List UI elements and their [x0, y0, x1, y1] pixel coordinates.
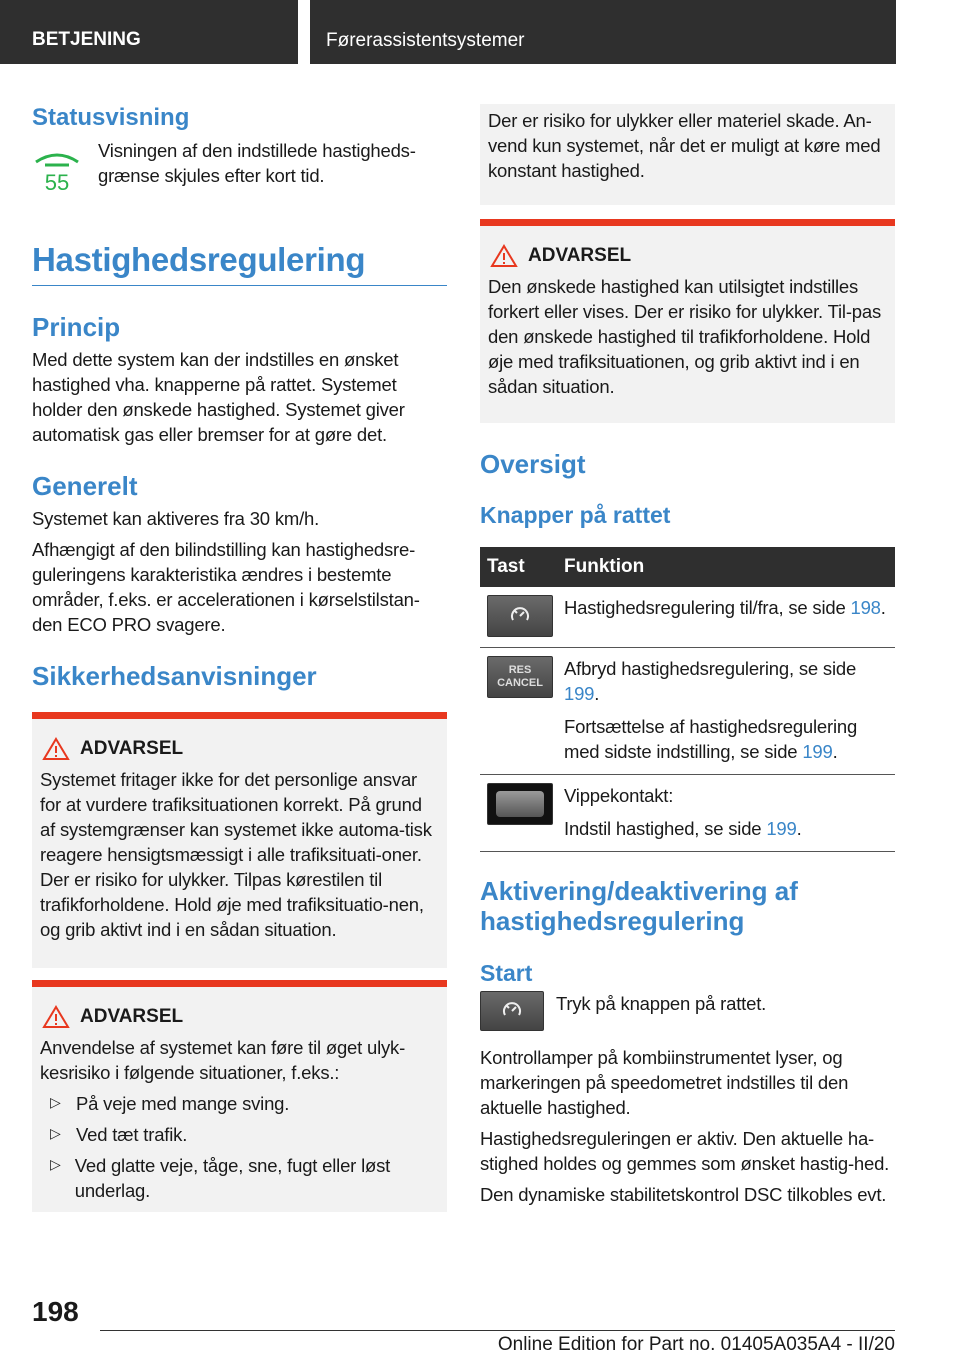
bullet-text: Ved tæt trafik.: [76, 1124, 188, 1145]
footer-rule: [100, 1330, 895, 1331]
generelt-heading: Generelt: [32, 471, 138, 501]
main-heading: Hastighedsregulering: [32, 241, 366, 278]
warning-box-3: [480, 219, 895, 423]
start-heading: Start: [480, 960, 533, 986]
chapter-title: Førerassistentsystemer: [326, 30, 525, 51]
statusvisning-text: Visningen af den indstillede hastigheds-grænse skjules efter kort tid.: [98, 140, 416, 186]
warning-title-text: ADVARSEL: [80, 1006, 184, 1027]
table-row: [480, 648, 895, 775]
page-link[interactable]: 199: [802, 741, 833, 762]
warning-text-3: Den ønskede hastighed kan utilsigtet indstilles forkert eller vises. Der er risiko for ulykker. Til-pas den ønskede hastighed til trafikforholdene. Hold øje med trafiksituationen, og grib aktivt ind i en sådan situation.: [488, 276, 882, 397]
cancel-label: CANCEL: [497, 677, 543, 689]
speed-limit-status-icon: [32, 138, 82, 201]
start-block: [480, 991, 895, 1031]
res-cancel-button-icon: [487, 656, 553, 698]
warning-title-text: ADVARSEL: [80, 738, 184, 759]
bullet-item: [40, 1122, 439, 1147]
princip-heading: Princip: [32, 312, 121, 342]
generelt-text-1: Systemet kan aktiveres fra 30 km/h.: [32, 508, 320, 529]
row3-text-2: Indstil hastighed, se side 199.: [564, 818, 802, 839]
section-label: BETJENING: [32, 29, 141, 50]
warning-title: [488, 244, 887, 268]
warning-title: [40, 737, 439, 761]
table-header-tast: Tast: [487, 556, 525, 577]
left-column: [32, 96, 447, 1212]
page-link[interactable]: 199: [564, 683, 595, 704]
bullet-text: På veje med mange sving.: [76, 1093, 290, 1114]
warning-title-text: ADVARSEL: [528, 245, 632, 266]
bullet-item: [40, 1153, 439, 1203]
warning-triangle-icon: [42, 737, 70, 761]
bullet-triangle-icon: ▷: [50, 1125, 61, 1141]
warning-box-2: [32, 980, 447, 1212]
bullet-triangle-icon: ▷: [50, 1094, 61, 1110]
status-icon-number: 55: [44, 170, 70, 195]
row1-text: Hastighedsregulering til/fra, se side 198.: [564, 597, 886, 618]
continued-text: Der er risiko for ulykker eller materiel skade. An-vend kun systemet, når det er muligt at køre med konstant hastighed.: [488, 110, 881, 181]
princip-text: Med dette system kan der indstilles en ønsket hastighed vha. knapperne på rattet. Systemet holder den ønskede hastighed. Systemet giver automatisk gas eller bremser for at gøre det.: [32, 349, 405, 445]
oversigt-heading: Oversigt: [480, 449, 586, 479]
knapper-heading: Knapper på rattet: [480, 502, 671, 528]
row3-text-1: Vippekontakt:: [564, 785, 674, 806]
warning-text-1: Systemet fritager ikke for det personlige ansvar for at vurdere trafiksituationen korrekt. På grund af systemgrænser kan systemet ikke automa-tisk reagere hensigtsmæssigt i alle trafiksituati-oner. Der er risiko for ulykker. Tilpas kørestilen til trafikforholdene. Hold øje med trafiksituatio-nen, og grib aktivt ind i en sådan situation.: [40, 769, 432, 940]
aktivering-heading: Aktivering/deaktivering af hastighedsregulering: [480, 876, 798, 936]
table-header-funktion: Funktion: [564, 556, 645, 577]
warning-box-1: [32, 712, 447, 968]
sikkerhed-heading: Sikkerhedsanvisninger: [32, 661, 317, 691]
section-tab: [0, 0, 298, 64]
bullet-item: [40, 1091, 439, 1116]
generelt-text-2: Afhængigt af den bilindstilling kan hastighedsre-guleringens karakteristika ændres i bestemte områder, f.eks. er accelerationen i kørselstilstan-den ECO PRO svagere.: [32, 539, 420, 635]
body-text-1: Kontrollamper på kombiinstrumentet lyser, og markeringen på speedometret indstilles til den aktuelle hastighed.: [480, 1047, 849, 1118]
statusvisning-block: [32, 138, 447, 201]
table-header: [480, 547, 895, 587]
table-row: [480, 587, 895, 648]
row2-text-1: Afbryd hastighedsregulering, se side 199.: [564, 658, 857, 704]
bullet-triangle-icon: ▷: [50, 1156, 61, 1172]
page-number: 198: [32, 1296, 79, 1327]
buttons-table: [480, 547, 895, 852]
warning-triangle-icon: [490, 244, 518, 268]
rocker-switch-icon: [487, 783, 553, 825]
heading-rule: [32, 285, 447, 286]
table-row: [480, 775, 895, 852]
right-column: [480, 104, 895, 1207]
warning-title: [40, 1005, 439, 1029]
warning-triangle-icon: [42, 1005, 70, 1029]
body-text-2: Hastighedsreguleringen er aktiv. Den aktuelle ha-stighed holdes og gemmes som ønsket hastig-hed.: [480, 1128, 890, 1174]
warning-text-2: Anvendelse af systemet kan føre til øget ulyk-kesrisiko i følgende situationer, f.eks.:: [40, 1037, 406, 1083]
bullet-text: Ved glatte veje, tåge, sne, fugt eller løst underlag.: [74, 1155, 391, 1201]
row2-text-2: Fortsættelse af hastighedsregulering med sidste indstilling, se side 199.: [564, 716, 858, 762]
res-label: RES: [508, 664, 532, 676]
page-link[interactable]: 199: [766, 818, 797, 839]
body-text-3: Den dynamiske stabilitetskontrol DSC tilkobles evt.: [480, 1184, 887, 1205]
chapter-tab: [310, 0, 896, 64]
start-text: Tryk på knappen på rattet.: [556, 993, 767, 1014]
page-link[interactable]: 198: [850, 597, 881, 618]
cruise-control-button-icon: [487, 595, 553, 637]
statusvisning-heading: Statusvisning: [32, 104, 190, 131]
cruise-control-button-icon: [480, 991, 544, 1031]
footer-edition: Online Edition for Part no. 01405A035A4 - II/20: [497, 1334, 895, 1355]
warning-continuation-box: [480, 104, 895, 205]
